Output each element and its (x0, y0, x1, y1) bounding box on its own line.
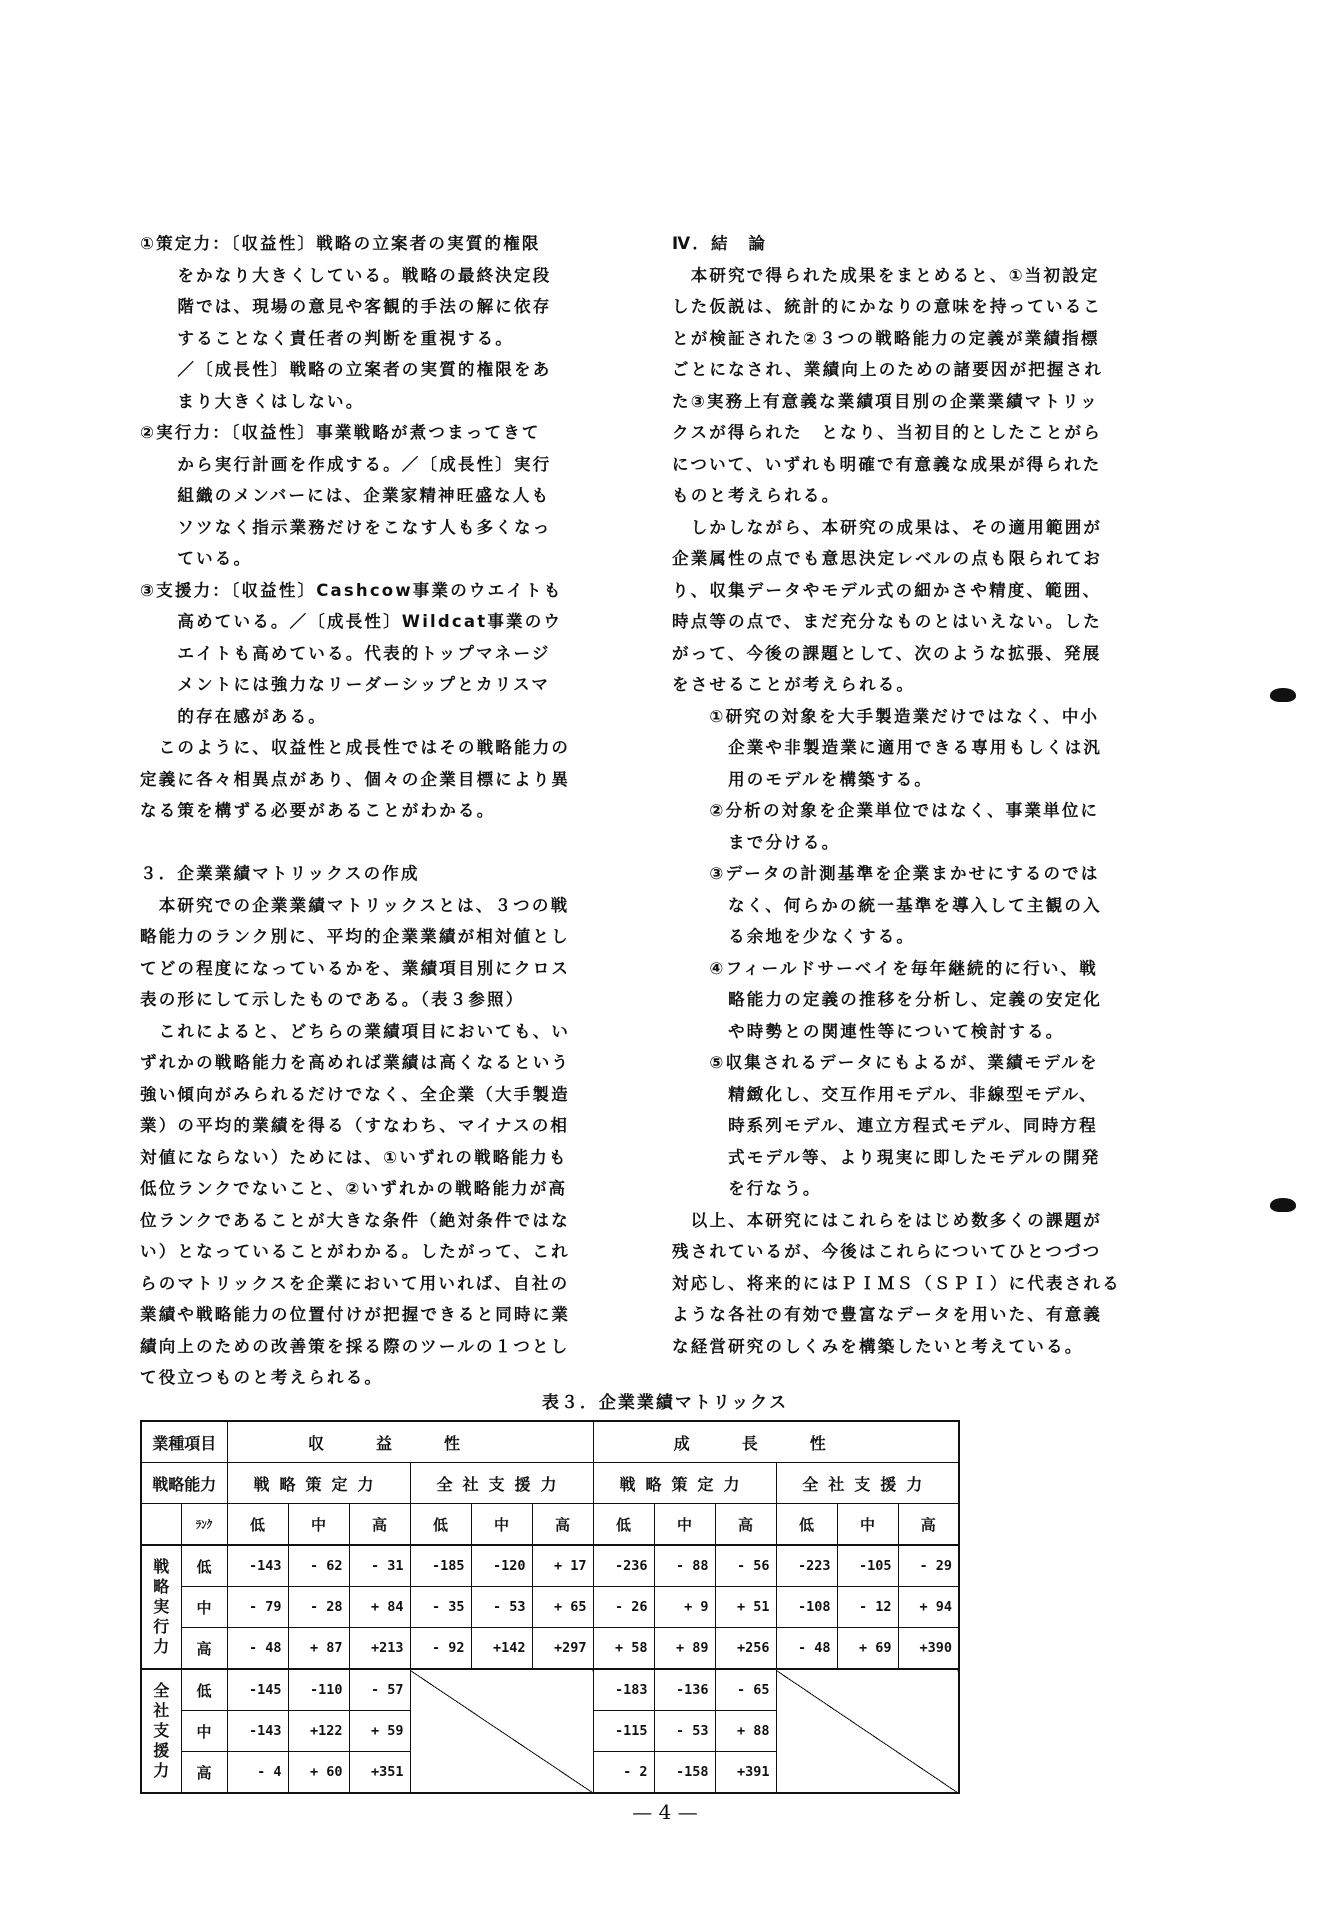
table-row (141, 1545, 959, 1587)
table-cell: + 17 (532, 1545, 593, 1587)
text-line: まり大きくはしない。 (140, 391, 365, 411)
text-line: ごとになされ、業績向上のための諸要因が把握され (672, 360, 1104, 379)
text-line: から実行計画を作成する。／〔成長性〕実行 (140, 454, 552, 474)
table-cell: - 53 (654, 1711, 715, 1752)
text-line: について、いずれも明確で有意義な成果が得られた (672, 454, 1102, 474)
row-level: 低 (181, 1669, 227, 1711)
header-ability: 戦略能力 (141, 1463, 227, 1504)
row-group-support-label: 全社支援力 (153, 1681, 170, 1780)
text-line: をかなり大きくしている。戦略の最終決定段 (140, 265, 552, 285)
right-column (672, 228, 1152, 1362)
text-line: がって、今後の課題として、次のような拡張、発展 (672, 643, 1102, 663)
text-line: ような各社の有効で豊富なデータを用いた、有意義 (672, 1305, 1103, 1324)
text-line: まで分ける。 (672, 832, 841, 852)
table-cell: +122 (288, 1711, 349, 1752)
table-cell: -158 (654, 1752, 715, 1794)
text-line: 時系列モデル、連立方程式モデル、同時方程 (672, 1116, 1098, 1135)
table-cell: - 35 (410, 1587, 471, 1628)
header-profit-support: 全社支援力 (410, 1463, 593, 1504)
text-line: 式モデル等、より現実に即したモデルの開発 (672, 1147, 1101, 1167)
text-line: 用のモデルを構築する。 (672, 769, 933, 789)
table-cell: + 69 (837, 1628, 898, 1670)
text-line: てどの程度になっているかを、業績項目別にクロス (140, 958, 571, 978)
text-line: とが検証された②３つの戦略能力の定義が業績指標 (672, 328, 1100, 348)
table-cell: + 87 (288, 1628, 349, 1670)
table-cell: -223 (776, 1545, 837, 1587)
table-cell: - 53 (471, 1587, 532, 1628)
text-line: 残されているが、今後はこれらについてひとつづつ (672, 1242, 1102, 1261)
empty-diagonal-cell (410, 1669, 593, 1793)
text-line: 業）の平均的業績を得る（すなわち、マイナスの相 (140, 1116, 570, 1135)
table-cell: - 92 (410, 1628, 471, 1670)
table-cell: - 88 (654, 1545, 715, 1587)
text-line: なる策を構ずる必要があることがわかる。 (140, 801, 496, 820)
table-cell: -115 (593, 1711, 654, 1752)
performance-matrix-table (140, 1420, 960, 1794)
text-line: い）となっていることがわかる。したがって、これ (140, 1242, 570, 1261)
text-line: しかしながら、本研究の成果は、その適用範囲が (672, 517, 1103, 537)
scan-mark (1270, 1198, 1296, 1212)
table-cell: - 62 (288, 1545, 349, 1587)
table-cell: + 60 (288, 1752, 349, 1794)
level-header: 低 (593, 1504, 654, 1546)
table-cell: - 56 (715, 1545, 776, 1587)
text-line: 企業属性の点でも意思決定レベルの点も限られてお (672, 549, 1103, 568)
header-blank (141, 1504, 181, 1546)
row-group-support (141, 1669, 181, 1793)
table-cell: +256 (715, 1628, 776, 1670)
text-line: ③データの計測基準を企業まかせにするのでは (672, 864, 1100, 883)
left-column (140, 228, 610, 1394)
level-header: 中 (471, 1504, 532, 1546)
text-line (140, 827, 610, 859)
text-line: ずれかの戦略能力を高めれば業績は高くなるという (140, 1053, 571, 1072)
text-line: ている。 (140, 549, 253, 568)
table-cell: - 79 (227, 1587, 288, 1628)
table-cell: +351 (349, 1752, 410, 1794)
table-cell: + 9 (654, 1587, 715, 1628)
text-line: ソツなく指示業務だけをこなす人も多くなっ (140, 517, 552, 537)
text-line: 位ランクであることが大きな条件（絶対条件ではな (140, 1210, 570, 1230)
level-header: 高 (715, 1504, 776, 1546)
row-level: 低 (181, 1545, 227, 1587)
text-line: することなく責任者の判断を重視する。 (140, 328, 514, 348)
row-group-exec (141, 1545, 181, 1669)
text-line: 対応し、将来的にはＰＩＭＳ（ＳＰＩ）に代表される (672, 1273, 1121, 1293)
table-caption: 表３．企業業績マトリックス (541, 1393, 789, 1413)
table-cell: +142 (471, 1628, 532, 1670)
text-line: ３．企業業績マトリックスの作成 (140, 864, 420, 883)
row-level: 高 (181, 1752, 227, 1794)
table-cell: + 59 (349, 1711, 410, 1752)
text-line: や時勢との関連性等について検討する。 (672, 1021, 1065, 1041)
table-cell: - 2 (593, 1752, 654, 1794)
table-cell: +297 (532, 1628, 593, 1670)
page-number: — 4 — (632, 1800, 698, 1824)
row-level: 中 (181, 1587, 227, 1628)
table-row (141, 1587, 959, 1628)
table-cell: + 94 (898, 1587, 959, 1628)
row-level: 高 (181, 1628, 227, 1670)
table-cell: - 48 (776, 1628, 837, 1670)
table-cell: -136 (654, 1669, 715, 1711)
text-line: 精緻化し、交互作用モデル、非線型モデル、 (672, 1084, 1098, 1104)
text-line: ／〔成長性〕戦略の立案者の実質的権限をあ (140, 360, 552, 379)
table-cell: -120 (471, 1545, 532, 1587)
text-line: 強い傾向がみられるだけでなく、全企業（大手製造 (140, 1084, 570, 1104)
text-line: を行なう。 (672, 1179, 822, 1198)
level-header: 低 (227, 1504, 288, 1546)
row-level: 中 (181, 1711, 227, 1752)
table-cell: +391 (715, 1752, 776, 1794)
level-header: 中 (288, 1504, 349, 1546)
empty-diagonal-cell (776, 1669, 959, 1793)
text-line: 時点等の点で、まだ充分なものとはいえない。した (672, 612, 1102, 631)
header-growth-support: 全社支援力 (776, 1463, 959, 1504)
table-cell: - 4 (227, 1752, 288, 1794)
text-line: 低位ランクでないこと、②いずれかの戦略能力が高 (140, 1179, 568, 1198)
row-group-exec-label: 戦略実行力 (153, 1557, 170, 1656)
table-row (141, 1628, 959, 1670)
text-line: ①研究の対象を大手製造業だけではなく、中小 (672, 706, 1100, 726)
scan-mark (1270, 688, 1296, 702)
text-line: 定義に各々相異点があり、個々の企業目標により異 (140, 769, 571, 789)
table-cell: - 57 (349, 1669, 410, 1711)
table-cell: - 28 (288, 1587, 349, 1628)
text-line: 企業や非製造業に適用できる専用もしくは汎 (672, 738, 1103, 757)
text-line: 的存在感がある。 (140, 706, 327, 726)
header-growth-strategy: 戦略策定力 (593, 1463, 776, 1504)
text-line: エイトも高めている。代表的トップマネージ (140, 643, 551, 663)
text-line: ④フィールドサーベイを毎年継続的に行い、戦 (672, 958, 1098, 978)
table-cell: - 65 (715, 1669, 776, 1711)
table-cell: - 31 (349, 1545, 410, 1587)
header-rank: ﾗﾝｸ (181, 1504, 227, 1546)
table-row (141, 1669, 959, 1711)
header-profit: 収益性 (227, 1421, 593, 1463)
table-cell: + 84 (349, 1587, 410, 1628)
table-cell: - 29 (898, 1545, 959, 1587)
level-header: 低 (410, 1504, 471, 1546)
text-line: メントには強力なリーダーシップとカリスマ (140, 675, 551, 694)
level-header: 低 (776, 1504, 837, 1546)
table-cell: -143 (227, 1545, 288, 1587)
table-cell: -236 (593, 1545, 654, 1587)
table-cell: + 58 (593, 1628, 654, 1670)
table-cell: - 48 (227, 1628, 288, 1670)
level-header: 高 (532, 1504, 593, 1546)
text-line: ②分析の対象を企業単位ではなく、事業単位に (672, 801, 1100, 820)
table-cell: -145 (227, 1669, 288, 1711)
text-line: ⑤収集されるデータにもよるが、業績モデルを (672, 1053, 1099, 1072)
table-cell: +390 (898, 1628, 959, 1670)
table-cell: + 65 (532, 1587, 593, 1628)
text-line: Ⅳ．結 論 (672, 234, 768, 253)
text-line: 略能力のランク別に、平均的企業業績が相対値とし (140, 927, 570, 946)
text-line: 本研究での企業業績マトリックスとは、３つの戦 (140, 895, 570, 915)
table-cell: +213 (349, 1628, 410, 1670)
table-cell: -143 (227, 1711, 288, 1752)
table-cell: + 51 (715, 1587, 776, 1628)
text-line: ものと考えられる。 (672, 486, 841, 505)
text-line: らのマトリックスを企業において用いれば、自社の (140, 1273, 570, 1293)
text-line: 績向上のための改善策を採る際のツールの１つとし (140, 1336, 570, 1356)
text-line: 組織のメンバーには、企業家精神旺盛な人も (140, 486, 551, 505)
text-line: て役立つものと考えられる。 (140, 1368, 384, 1387)
level-header: 高 (898, 1504, 959, 1546)
text-line: た③実務上有意義な業績項目別の企業業績マトリッ (672, 391, 1099, 411)
table-cell: -185 (410, 1545, 471, 1587)
text-line: をさせることが考えられる。 (672, 675, 916, 694)
table-cell: + 88 (715, 1711, 776, 1752)
text-line: 本研究で得られた成果をまとめると、①当初設定 (672, 265, 1100, 285)
text-line: 略能力の定義の推移を分析し、定義の安定化 (672, 990, 1103, 1009)
text-line: 対値にならない）ためには、①いずれの戦略能力も (140, 1147, 568, 1167)
text-line: り、収集データやモデル式の細かさや精度、範囲、 (672, 580, 1102, 600)
table-cell: -183 (593, 1669, 654, 1711)
text-line: 高めている。／〔成長性〕Wildcat事業のウ (140, 612, 563, 631)
level-header: 高 (349, 1504, 410, 1546)
table-cell: -110 (288, 1669, 349, 1711)
text-line: ①策定力：〔収益性〕戦略の立案者の実質的権限 (140, 234, 541, 253)
table-cell: - 26 (593, 1587, 654, 1628)
table-cell: -108 (776, 1587, 837, 1628)
text-line: 業績や戦略能力の位置付けが把握できると同時に業 (140, 1305, 571, 1324)
header-profit-strategy: 戦略策定力 (227, 1463, 410, 1504)
text-line: 以上、本研究にはこれらをはじめ数多くの課題が (672, 1210, 1103, 1230)
table-cell: - 12 (837, 1587, 898, 1628)
text-line: このように、収益性と成長性ではその戦略能力の (140, 738, 571, 757)
text-line: した仮説は、統計的にかなりの意味を持っているこ (672, 297, 1103, 316)
table-cell: + 89 (654, 1628, 715, 1670)
text-line: これによると、どちらの業績項目においても、い (140, 1021, 571, 1041)
text-line: クスが得られた となり、当初目的としたことがら (672, 423, 1102, 442)
level-header: 中 (837, 1504, 898, 1546)
text-line: 階では、現場の意見や客観的手法の解に依存 (140, 297, 552, 316)
level-header: 中 (654, 1504, 715, 1546)
header-growth: 成長性 (593, 1421, 959, 1463)
text-line: 表の形にして示したものである。（表３参照） (140, 990, 525, 1009)
table-cell: -105 (837, 1545, 898, 1587)
text-line: な経営研究のしくみを構築したいと考えている。 (672, 1336, 1084, 1356)
text-line: なく、何らかの統一基準を導入して主観の入 (672, 895, 1102, 915)
text-line: る余地を少なくする。 (672, 927, 916, 946)
text-line: ③支援力：〔収益性〕Cashcow事業のウエイトも (140, 580, 563, 600)
text-line: ②実行力：〔収益性〕事業戦略が煮つまってきて (140, 423, 541, 442)
header-item: 業種項目 (141, 1421, 227, 1463)
